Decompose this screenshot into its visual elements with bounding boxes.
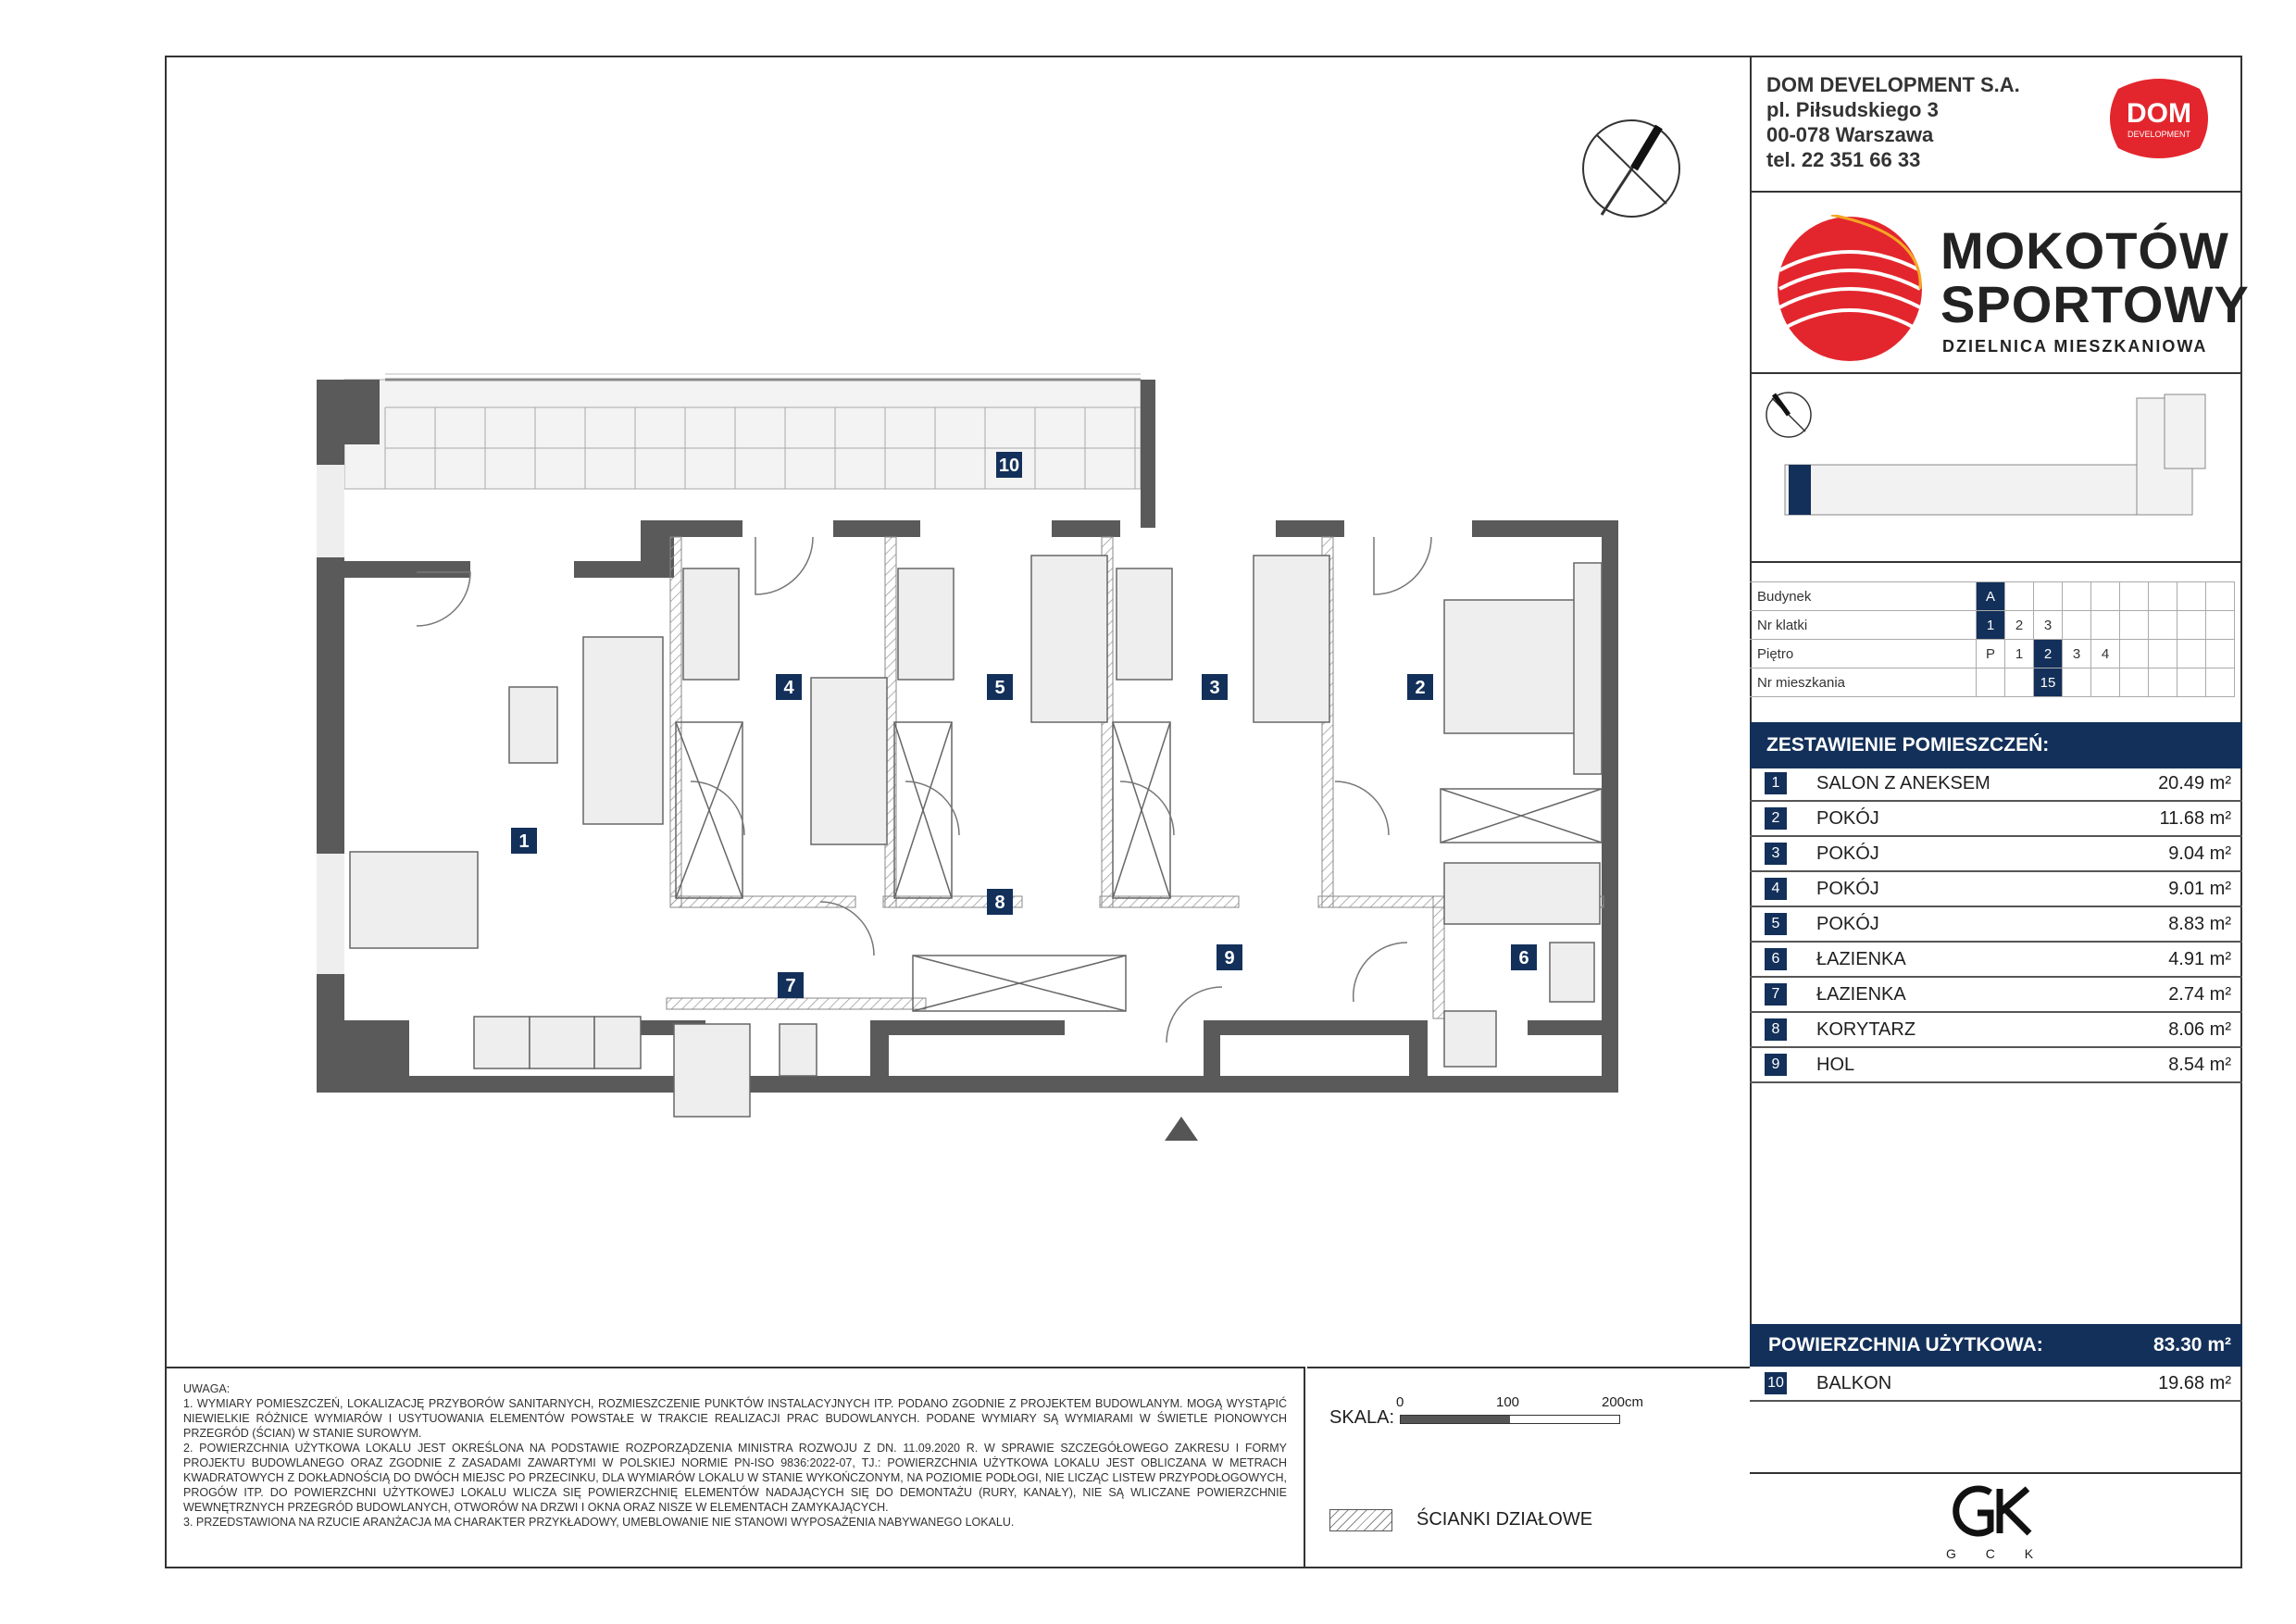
room-num: 1 — [1765, 772, 1787, 794]
room-num: 4 — [1765, 878, 1787, 900]
room-area: 2.74 m² — [2168, 984, 2231, 1005]
room-num: 3 — [1765, 843, 1787, 865]
room-name: SALON Z ANEKSEM — [1816, 773, 1990, 793]
info-cell: 4 — [2091, 640, 2120, 668]
note-3: 3. PRZEDSTAWIONA NA RZUCIE ARANŻACJA MA CHARAKTER PRZYKŁADOWY, UMEBLOWANIE NIE STANOWI WYPOSAŻENIA NABYWANEGO LOKALU. — [183, 1516, 1015, 1529]
plan-room-label — [511, 828, 537, 854]
info-cell: 2 — [2005, 611, 2034, 640]
info-cell — [2063, 668, 2091, 697]
info-row — [1750, 640, 2235, 668]
info-cell — [2149, 582, 2177, 611]
entrance-marker-icon — [1165, 1117, 1198, 1141]
brand-block — [1750, 196, 2250, 376]
info-cell — [2091, 582, 2120, 611]
info-cell: P — [1977, 640, 2005, 668]
scale-tick-0: 0 — [1396, 1394, 1404, 1410]
compass-icon — [1583, 120, 1679, 217]
room-area: 20.49 m² — [2158, 773, 2231, 793]
scale-tick-200: 200cm — [1602, 1394, 1644, 1410]
plan-room-number: 5 — [994, 678, 1005, 698]
room-name: HOL — [1816, 1055, 1855, 1075]
room-row — [1750, 1013, 2242, 1048]
room-num: 8 — [1765, 1018, 1787, 1041]
usable-area-value: 83.30 m² — [2152, 1334, 2231, 1355]
plan-room-number: 6 — [1518, 948, 1529, 968]
gck-logo-icon — [1950, 1483, 2042, 1539]
rooms-header: ZESTAWIENIE POMIESZCZEŃ: — [1750, 722, 2242, 768]
gck-logo — [1750, 1472, 2242, 1568]
logo-text-dom: DOM — [2127, 98, 2191, 129]
plan-room-label — [1407, 674, 1433, 700]
room-row — [1750, 837, 2242, 872]
keyplan-compass-icon — [1766, 393, 1811, 437]
info-row-label: Nr klatki — [1750, 611, 1977, 640]
info-row-label: Nr mieszkania — [1750, 668, 1977, 697]
info-cell — [2005, 582, 2034, 611]
room-name: ŁAZIENKA — [1816, 949, 1906, 969]
info-cell: A — [1977, 582, 2005, 611]
info-cell — [2206, 611, 2235, 640]
info-cell — [2177, 668, 2206, 697]
plan-room-label — [1217, 944, 1242, 970]
room-row — [1750, 978, 2242, 1013]
usable-area-label: POWIERZCHNIA UŻYTKOWA: — [1768, 1334, 2043, 1355]
key-plan — [1750, 376, 2242, 561]
plan-room-label — [776, 674, 802, 700]
hatch-legend-icon — [1329, 1509, 1392, 1531]
drawing-frame — [165, 56, 2250, 1568]
room-num: 6 — [1765, 948, 1787, 970]
legend-partition-walls: ŚCIANKI DZIAŁOWE — [1416, 1509, 1593, 1530]
plan-room-number: 1 — [518, 831, 530, 852]
info-cell — [2005, 668, 2034, 697]
room-name: POKÓJ — [1816, 914, 1879, 934]
note-1: 1. WYMIARY POMIESZCZEŃ, LOKALIZACJĘ PRZYBORÓW SANITARNYCH, ROZMIESZCZENIE PUNKTÓW INSTALACYJNYCH ITP. PODANO ZGODNIE Z PROJEKTEM BUDOWLANYM. MOGĄ WYSTĄPIĆ NIEWIELKIE RÓŻNICE WYMIARÓW I USYTUOWANIA ELEMENTÓW POWSTAŁE W TRAKCIE REALIZACJI PRAC BUDOWLANYCH. PODANE WYMIARY SĄ WYMIARAMI W ŚWIETLE PIONOWYCH PRZEGRÓD (ŚCIAN) W STANIE SUROWYM. — [183, 1397, 1287, 1440]
plan-room-label — [996, 452, 1022, 478]
plan-room-number: 3 — [1209, 678, 1220, 698]
info-cell: 3 — [2063, 640, 2091, 668]
info-cell — [2149, 668, 2177, 697]
brand-line1: MOKOTÓW — [1940, 221, 2229, 280]
gck-letters: G C K — [1945, 1546, 2047, 1561]
scale-legend-box — [1307, 1367, 1750, 1568]
plan-room-number: 4 — [783, 678, 794, 698]
info-cell — [2120, 611, 2149, 640]
info-cell — [2063, 611, 2091, 640]
brand-line2: SPORTOWY — [1940, 275, 2250, 333]
brand-subtitle: DZIELNICA MIESZKANIOWA — [1942, 337, 2208, 356]
balcony-num: 10 — [1765, 1372, 1787, 1394]
note-2: 2. POWIERZCHNIA UŻYTKOWA LOKALU JEST OKREŚLONA NA PODSTAWIE ROZPORZĄDZENIA MINISTRA ROZWOJU Z DN. 11.09.2020 R. W SPRAWIE SZCZEGÓŁOWEGO ZAKRESU I FORMY PROJEKTU BUDOWLANEGO ORAZ ZGODNIE Z ZASADAMI ZAWARTYMI W POLSKIEJ NORMIE PN-ISO 9836:2022-07, TJ.: POWIERZCHNIA UŻYTKOWA LOKALU JEST OBLICZANA W METRACH KWADRATOWYCH Z DOKŁADNOŚCIĄ DO DWÓCH MIEJSC PO PRZECINKU, DLA WYMIARÓW LOKALU W STANIE WYKOŃCZONYM, NA POZIOMIE PODŁOGI, NIE LICZĄC LISTEW PRZYPODŁOGOWYCH, PROGÓW ITP. DO POWIERZCHNI UŻYTKOWEJ LOKALU WLICZA SIĘ POWIERZCHNIĘ ELEMENTÓW NADAJĄCYCH SIĘ DO DEMONTAŻU (RURY, KANAŁY), NIE SĄ WLICZANE POWIERZCHNIE WEWNĘTRZNYCH PRZEGRÓD BUDOWLANYCH, OTWORÓW NA DRZWI I OKNA ORAZ NISZE W ELEMENTACH ZAMYKAJĄCYCH. — [183, 1442, 1287, 1514]
scale-tick-100: 100 — [1496, 1394, 1520, 1410]
info-cell — [2206, 668, 2235, 697]
info-cell — [2177, 640, 2206, 668]
info-cell — [2120, 640, 2149, 668]
info-cell — [2091, 668, 2120, 697]
company-info — [1766, 72, 2020, 172]
room-num: 7 — [1765, 983, 1787, 1006]
info-cell — [2120, 668, 2149, 697]
info-row — [1750, 668, 2235, 697]
room-area: 11.68 m² — [2159, 808, 2231, 829]
room-name: ŁAZIENKA — [1816, 984, 1906, 1005]
info-row — [1750, 611, 2235, 640]
plan-room-label — [987, 674, 1013, 700]
room-area: 4.91 m² — [2168, 949, 2231, 969]
info-cell — [2091, 611, 2120, 640]
floor-plan-area — [167, 57, 1752, 1367]
info-row — [1750, 582, 2235, 611]
plan-room-number: 10 — [998, 456, 1020, 476]
floor-plan-svg — [167, 57, 1750, 1367]
notes-block — [167, 1367, 1305, 1567]
brand-name — [1940, 221, 2250, 333]
plan-room-number: 2 — [1415, 678, 1426, 698]
mokotow-logo-icon — [1776, 215, 1924, 363]
plan-room-number: 9 — [1224, 948, 1235, 968]
info-cell — [2034, 582, 2063, 611]
room-area: 9.01 m² — [2168, 879, 2231, 899]
info-cell: 3 — [2034, 611, 2063, 640]
room-row — [1750, 907, 2242, 943]
info-cell — [2120, 582, 2149, 611]
dom-development-logo — [2102, 72, 2216, 165]
room-area: 9.04 m² — [2168, 843, 2231, 864]
room-name: POKÓJ — [1816, 808, 1879, 829]
info-cell: 1 — [1977, 611, 2005, 640]
company-address2: 00-078 Warszawa — [1766, 123, 1934, 146]
plan-room-label — [987, 889, 1013, 915]
company-address1: pl. Piłsudskiego 3 — [1766, 98, 1939, 121]
balcony-row — [1750, 1367, 2242, 1402]
room-row — [1750, 802, 2242, 837]
room-row — [1750, 943, 2242, 978]
room-area: 8.83 m² — [2168, 914, 2231, 934]
room-row — [1750, 767, 2242, 802]
balcony-area: 19.68 m² — [2158, 1373, 2231, 1393]
balcony-name: BALKON — [1816, 1373, 1892, 1393]
room-area: 8.54 m² — [2168, 1055, 2231, 1075]
company-name: DOM DEVELOPMENT S.A. — [1766, 73, 2020, 96]
plan-room-number: 8 — [994, 893, 1005, 913]
info-cell: 15 — [2034, 668, 2063, 697]
company-phone: tel. 22 351 66 33 — [1766, 148, 1921, 171]
logo-text-development: DEVELOPMENT — [2127, 130, 2190, 139]
usable-area-bar — [1750, 1324, 2242, 1367]
room-row — [1750, 1048, 2242, 1083]
info-cell: 1 — [2005, 640, 2034, 668]
notes-title: UWAGA: — [183, 1382, 231, 1395]
plan-room-label — [778, 972, 804, 998]
room-num: 2 — [1765, 807, 1787, 830]
info-row-label: Piętro — [1750, 640, 1977, 668]
plan-room-number: 7 — [785, 976, 796, 996]
room-name: POKÓJ — [1816, 843, 1879, 864]
info-cell: 2 — [2034, 640, 2063, 668]
info-cell — [1977, 668, 2005, 697]
apartment-info-table — [1750, 581, 2235, 697]
plan-room-label — [1511, 944, 1537, 970]
info-cell — [2206, 640, 2235, 668]
side-panel — [1750, 57, 2250, 1567]
info-cell — [2177, 611, 2206, 640]
room-name: POKÓJ — [1816, 879, 1879, 899]
info-row-label: Budynek — [1750, 582, 1977, 611]
info-cell — [2063, 582, 2091, 611]
room-num: 5 — [1765, 913, 1787, 935]
info-cell — [2177, 582, 2206, 611]
info-cell — [2149, 640, 2177, 668]
plan-room-label — [1202, 674, 1228, 700]
room-area: 8.06 m² — [2168, 1019, 2231, 1040]
scale-label: SKALA: — [1329, 1407, 1395, 1428]
scale-bar — [1400, 1415, 1620, 1424]
info-cell — [2206, 582, 2235, 611]
room-name: KORYTARZ — [1816, 1019, 1916, 1040]
room-num: 9 — [1765, 1054, 1787, 1076]
info-cell — [2149, 611, 2177, 640]
rooms-list — [1750, 767, 2242, 1083]
room-row — [1750, 872, 2242, 907]
